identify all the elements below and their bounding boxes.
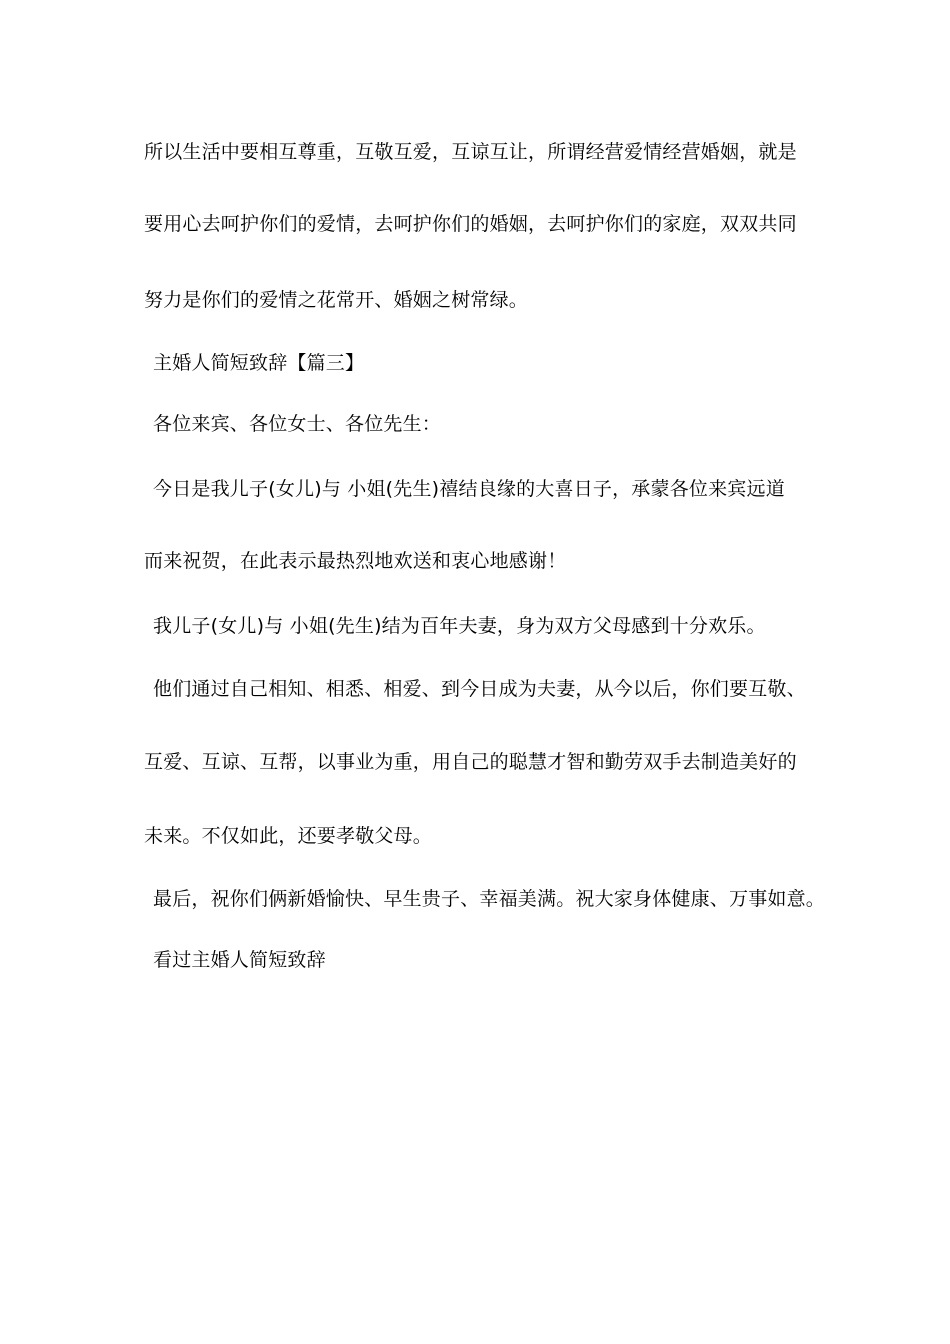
paragraph-line: 我儿子(女儿)与 小姐(先生)结为百年夫妻，身为双方父母感到十分欢乐。 (153, 615, 766, 637)
paragraph-line: 未来。不仅如此，还要孝敬父母。 (144, 825, 433, 847)
paragraph-line: 看过主婚人简短致辞 (153, 949, 326, 971)
paragraph-line: 最后，祝你们俩新婚愉快、早生贵子、幸福美满。祝大家身体健康、万事如意。 (153, 888, 826, 910)
paragraph-line: 努力是你们的爱情之花常开、婚姻之树常绿。 (144, 289, 529, 311)
section-heading: 主婚人简短致辞【篇三】 (153, 352, 365, 374)
paragraph-line: 而来祝贺，在此表示最热烈地欢送和衷心地感谢！ (144, 550, 567, 572)
paragraph-line: 他们通过自己相知、相悉、相爱、到今日成为夫妻，从今以后，你们要互敬、 (153, 678, 806, 700)
paragraph-line: 所以生活中要相互尊重，互敬互爱，互谅互让，所谓经营爱情经营婚姻，就是 (144, 141, 797, 163)
salutation-line: 各位来宾、各位女士、各位先生： (153, 413, 442, 435)
paragraph-line: 要用心去呵护你们的爱情，去呵护你们的婚姻，去呵护你们的家庭，双双共同 (144, 213, 797, 235)
paragraph-line: 互爱、互谅、互帮，以事业为重，用自己的聪慧才智和勤劳双手去制造美好的 (144, 751, 797, 773)
paragraph-line: 今日是我儿子(女儿)与 小姐(先生)禧结良缘的大喜日子，承蒙各位来宾远道 (153, 478, 785, 500)
